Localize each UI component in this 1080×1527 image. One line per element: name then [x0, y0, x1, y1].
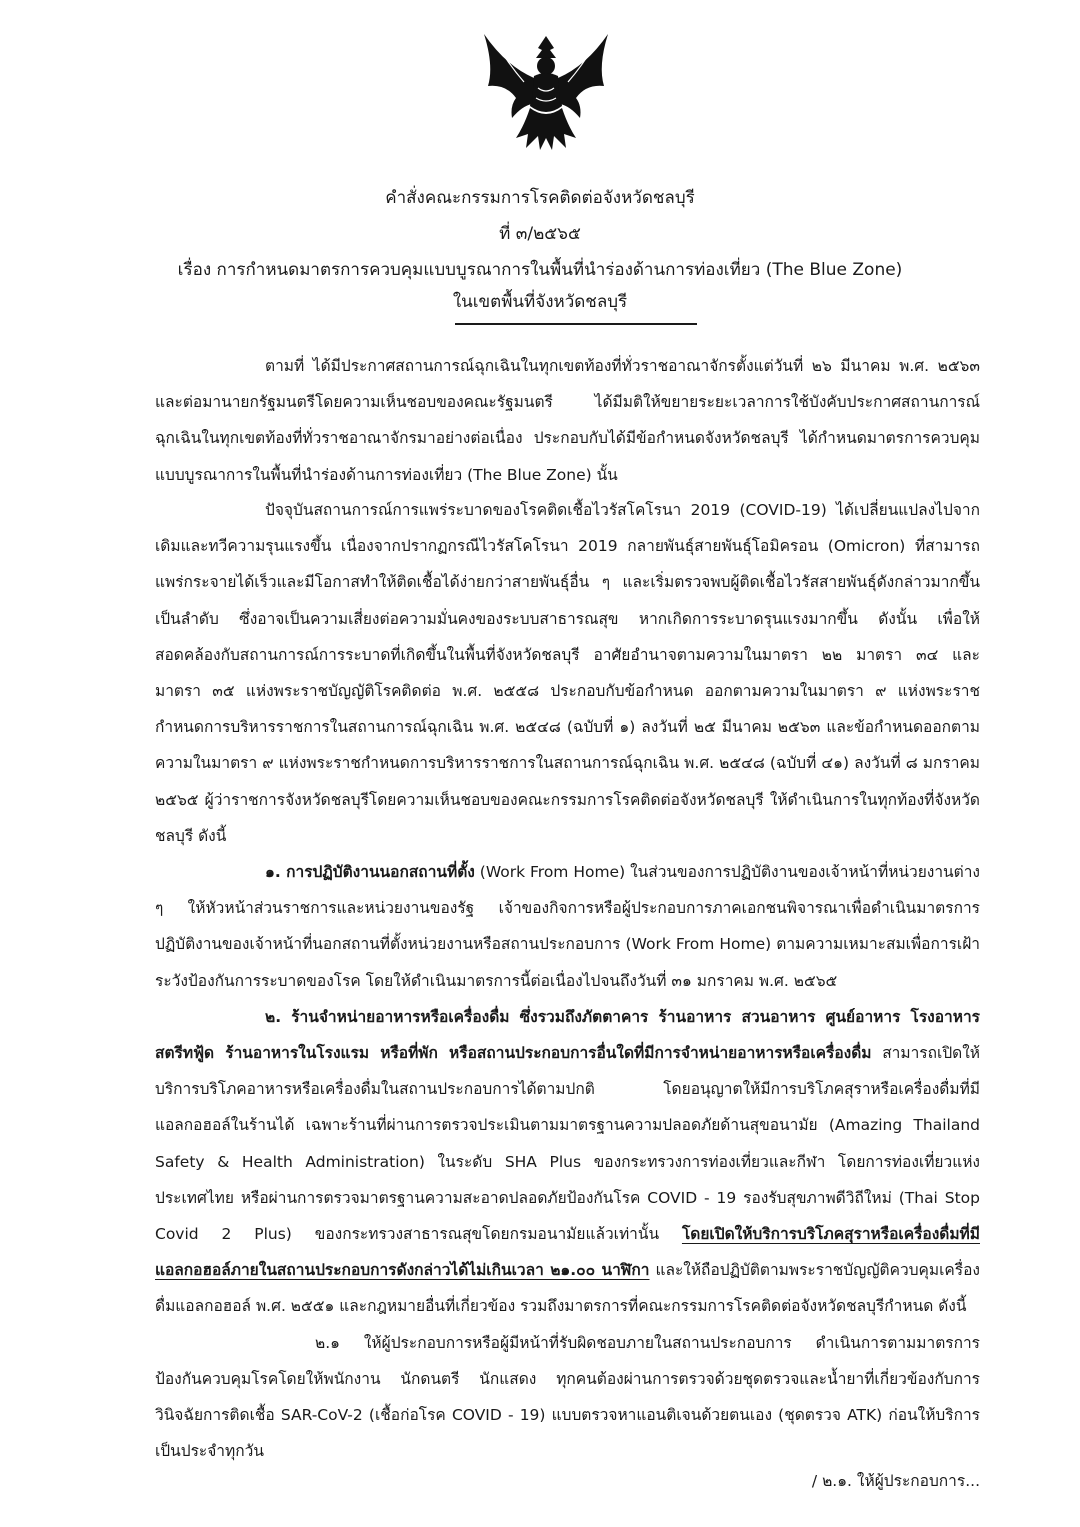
- paragraph-current-situation: ปัจจุบันสถานการณ์การแพร่ระบาดของโรคติดเชื้อไวรัสโคโรนา 2019 (COVID-19) ได้เปลี่ยนแปลงไปจากเดิมและทวีความรุนแรงขึ้น เนื่องจากปรากฏกรณีไวรัสโคโรนา 2019 กลายพันธุ์สายพันธุ์โอมิครอน (Omicron) ที่สามารถแพร่กระจายได้เร็วและมีโอกาสทำให้ติดเชื้อได้ง่ายกว่าสายพันธุ์อื่น ๆ และเริ่มตรวจพบผู้ติดเชื้อไวรัสสายพันธุ์ดังกล่าวมากขึ้นเป็นลำดับ ซึ่งอาจเป็นความเสี่ยงต่อความมั่นคงของระบบสาธารณสุข หากเกิดการระบาดรุนแรงมากขึ้น ดังนั้น เพื่อให้สอดคล้องกับสถานการณ์การระบาดที่เกิดขึ้นในพื้นที่จังหวัดชลบุรี อาศัยอำนาจตามความในมาตรา ๒๒ มาตรา ๓๔ และมาตรา ๓๕ แห่งพระราชบัญญัติโรคติดต่อ พ.ศ. ๒๕๕๘ ประกอบกับข้อกำหนด ออกตามความในมาตรา ๙ แห่งพระราชกำหนดการบริหารราชการในสถานการณ์ฉุกเฉิน พ.ศ. ๒๕๔๘ (ฉบับที่ ๑) ลงวันที่ ๒๕ มีนาคม ๒๕๖๓ และข้อกำหนดออกตามความในมาตรา ๙ แห่งพระราชกำหนดการบริหารราชการในสถานการณ์ฉุกเฉิน พ.ศ. ๒๕๔๘ (ฉบับที่ ๔๑) ลงวันที่ ๘ มกราคม ๒๕๖๕ ผู้ว่าราชการจังหวัดชลบุรีโดยความเห็นชอบของคณะกรรมการโรคติดต่อจังหวัดชลบุรี ให้ดำเนินการในทุกท้องที่จังหวัดชลบุรี ดังนี้: [155, 501, 980, 845]
- section-2-tail: และให้ถือปฏิบัติตามพระราชบัญญัติควบคุมเครื่องดื่มแอลกอฮอล์ พ.ศ. ๒๕๕๑ และกฎหมายอื่นที่เกี่ยวข้อง รวมถึงมาตรการที่คณะกรรมการโรคติดต่อจังหวัดชลบุรีกำหนด ดังนี้: [155, 1261, 980, 1316]
- preamble-paragraph: [155, 348, 980, 493]
- section-2-time-limit: โดยเปิดให้บริการบริโภคสุราหรือเครื่องดื่มที่มีแอลกอฮอล์ภายในสถานประกอบการดังกล่าวได้ไม่เกินเวลา ๒๑.๐๐ นาฬิกา: [155, 1225, 980, 1280]
- section-2: [155, 999, 980, 1325]
- garuda-emblem: [476, 26, 616, 161]
- continuation-note: / ๒.๑. ให้ผู้ประกอบการ...: [811, 1472, 980, 1490]
- section-2-1: ๒.๑ ให้ผู้ประกอบการหรือผู้มีหน้าที่รับผิดชอบภายในสถานประกอบการ ดำเนินการตามมาตรการป้องกันควบคุมโรคโดยให้พนักงาน นักดนตรี นักแสดง ทุกคนต้องผ่านการตรวจด้วยชุดตรวจและน้ำยาที่เกี่ยวข้องกับการวินิจฉัยการติดเชื้อ SAR-CoV-2 (เชื้อก่อโรค COVID - 19) แบบตรวจหาแอนติเจนด้วยตนเอง (ชุดตรวจ ATK) ก่อนให้บริการ เป็นประจำทุกวัน: [155, 1333, 980, 1461]
- order-number: ที่ ๓/๒๕๖๕: [499, 224, 581, 244]
- section-1-heading: ๑. การปฏิบัติงานนอกสถานที่ตั้ง: [265, 863, 475, 882]
- order-title: คำสั่งคณะกรรมการโรคติดต่อจังหวัดชลบุรี: [385, 188, 695, 208]
- subject-line-2: ในเขตพื้นที่จังหวัดชลบุรี: [452, 292, 628, 312]
- main-body: [155, 492, 980, 1469]
- section-2-heading: ๒. ร้านจำหน่ายอาหารหรือเครื่องดื่ม ซึ่งรวมถึงภัตตาคาร ร้านอาหาร สวนอาหาร ศูนย์อาหาร โรงอาหาร สตรีทฟู้ด ร้านอาหารในโรงแรม หรือที่พัก หรือสถานประกอบการอื่นใดที่มีการจำหน่ายอาหารหรือเครื่องดื่ม: [155, 1007, 980, 1063]
- paragraph-background: ตามที่ ได้มีประกาศสถานการณ์ฉุกเฉินในทุกเขตท้องที่ทั่วราชอาณาจักรตั้งแต่วันที่ ๒๖ มีนาคม พ.ศ. ๒๕๖๓ และต่อมานายกรัฐมนตรีโดยความเห็นชอบของคณะรัฐมนตรี ได้มีมติให้ขยายระยะเวลาการใช้บังคับประกาศสถานการณ์ฉุกเฉินในทุกเขตท้องที่ทั่วราชอาณาจักรมาอย่างต่อเนื่อง ประกอบกับได้มีข้อกำหนดจังหวัดชลบุรี ได้กำหนดมาตรการควบคุมแบบบูรณาการในพื้นที่นำร่องด้านการท่องเที่ยว (The Blue Zone) นั้น: [155, 357, 980, 484]
- section-2-text: สามารถเปิดให้บริการบริโภคอาหารหรือเครื่องดื่มในสถานประกอบการได้ตามปกติ โดยอนุญาตให้มีการบริโภคสุราหรือเครื่องดื่มที่มีแอลกอฮอล์ในร้านได้ เฉพาะร้านที่ผ่านการตรวจประเมินตามมาตรฐานความปลอดภัยด้านสุขอนามัย (Amazing Thailand Safety & Health Administration) ในระดับ SHA Plus ของกระทรวงการท่องเที่ยวและกีฬา โดยการท่องเที่ยวแห่งประเทศไทย หรือผ่านการตรวจมาตรฐานความสะอาดปลอดภัยป้องกันโรค COVID - 19 รองรับสุขภาพดีวิถีใหม่ (Thai Stop Covid 2 Plus) ของกระทรวงสาธารณสุขโดยกรมอนามัยแล้วเท่านั้น: [155, 1044, 981, 1244]
- section-1: [155, 854, 980, 999]
- subject-line-1: เรื่อง การกำหนดมาตรการควบคุมแบบบูรณาการในพื้นที่นำร่องด้านการท่องเที่ยว (The Blue Zone): [177, 260, 903, 280]
- title-divider: [455, 323, 697, 325]
- section-1-text: (Work From Home) ในส่วนของการปฏิบัติงานของเจ้าหน้าที่หน่วยงานต่าง ๆ ให้หัวหน้าส่วนราชการและหน่วยงานของรัฐ เจ้าของกิจการหรือผู้ประกอบการภาคเอกชนพิจารณาเพื่อดำเนินมาตรการปฏิบัติงานของเจ้าหน้าที่นอกสถานที่ตั้งหน่วยงานหรือสถานประกอบการ (Work From Home) ตามความเหมาะสมเพื่อการเฝ้าระวังป้องกันการระบาดของโรค โดยให้ดำเนินมาตรการนี้ต่อเนื่องไปจนถึงวันที่ ๓๑ มกราคม พ.ศ. ๒๕๖๕: [155, 863, 980, 990]
